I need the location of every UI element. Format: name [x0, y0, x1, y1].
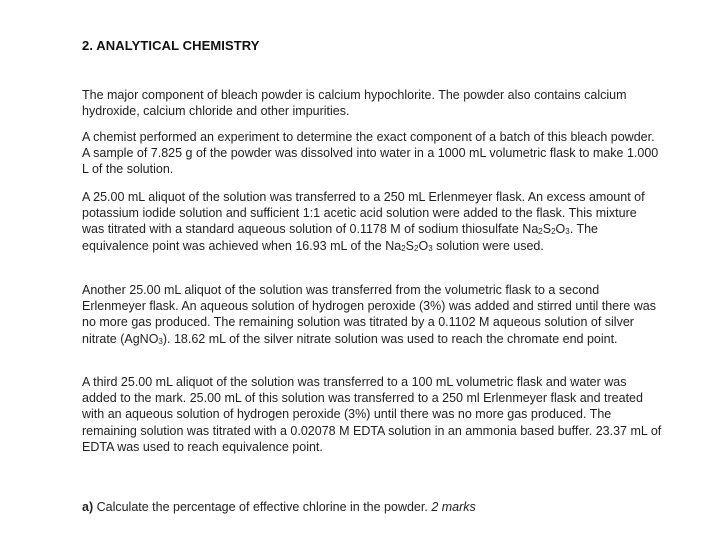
paragraph-thiosulfate-titration [82, 189, 662, 254]
text-run: O [418, 238, 429, 253]
subscript: 2 [538, 227, 543, 237]
subscript: 3 [565, 227, 570, 237]
subscript: 2 [414, 243, 419, 253]
question-text: Calculate the percentage of effective chlorine in the powder. [93, 500, 432, 514]
text-run: S [405, 238, 414, 253]
paragraph-sample-preparation: A chemist performed an experiment to determine the exact component of a batch of this bleach powder. A sample of 7.825 g of the powder was dissolved into water in a 1000 mL volumetric flask to make 1.000 L of the solution. [82, 130, 659, 177]
text-run: ). 18.62 mL of the silver nitrate solution was used to reach the chromate end point. [162, 331, 618, 346]
text-run: solution were used. [432, 238, 544, 253]
subscript: 3 [428, 243, 433, 253]
paragraph-edta-titration: A third 25.00 mL aliquot of the solution was transferred to a 100 mL volumetric flask and water was added to the mark. 25.00 mL of this solution was transferred to a 250 ml Erlenmeyer flask and treated with an aqueous solution of hydrogen peroxide (3%) until there was no more gas produced. The remaining solution was titrated with a 0.02078 M EDTA solution in an ammonia based buffer. 23.37 mL of EDTA was used to reach equivalence point. [82, 375, 662, 454]
section-heading: 2. ANALYTICAL CHEMISTRY [82, 38, 260, 53]
subscript: 2 [551, 227, 556, 237]
text-run: . The equivalence point was achieved when 16.93 mL of the Na [82, 222, 598, 253]
paragraph-intro: The major component of bleach powder is calcium hypochlorite. The powder also contains calcium hydroxide, calcium chloride and other impurities. [82, 88, 627, 119]
question-a [82, 499, 476, 515]
subscript: 2 [401, 243, 406, 253]
question-marks: 2 marks [431, 500, 476, 514]
text-run: S [542, 222, 552, 237]
paragraph-silver-nitrate-titration [82, 282, 662, 347]
subscript: 3 [158, 336, 163, 346]
text-run: A 25.00 mL aliquot of the solution was transferred to a 250 mL Erlenmeyer flask. An excess amount of potassium iodide solution and sufficient 1:1 acetic acid solution were added to the flask. This mixture was titrated with a standard aqueous solution of 0.1178 M of sodium thiosulfate Na [82, 190, 645, 237]
text-run: Another 25.00 mL aliquot of the solution was transferred from the volumetric flask to a second Erlenmeyer flask. An aqueous solution of hydrogen peroxide (3%) was added and stirred until there was no more gas produced. The remaining solution was titrated by a 0.1102 M aqueous solution of silver nitrate (AgNO [82, 283, 656, 346]
text-run: O [555, 222, 566, 237]
question-label: a) [82, 500, 94, 514]
